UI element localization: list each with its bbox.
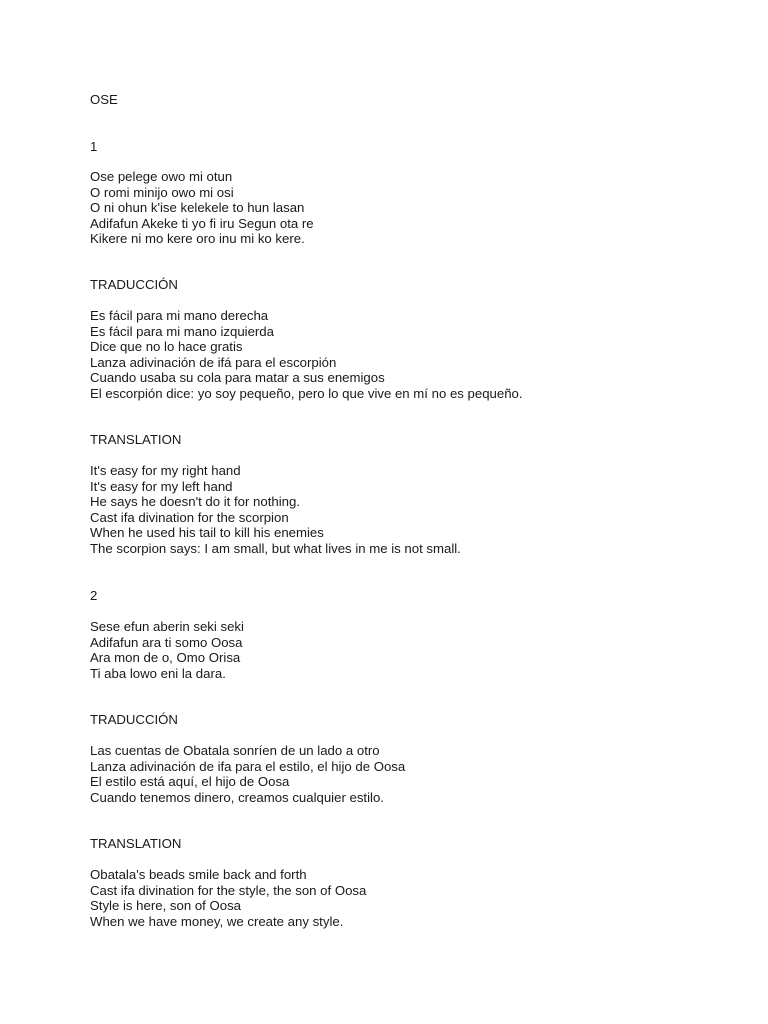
verse-line: Sese efun aberin seki seki bbox=[90, 619, 244, 634]
traduccion-line: Es fácil para mi mano izquierda bbox=[90, 323, 274, 339]
translation-line: The scorpion says: I am small, but what lives in me is not small. bbox=[90, 540, 461, 556]
translation-line: When he used his tail to kill his enemies bbox=[90, 525, 324, 540]
translation-line: Style is here, son of Oosa bbox=[90, 898, 241, 913]
verse-line: Ose pelege owo mi otun bbox=[90, 169, 233, 184]
verse-line: O ni ohun k'ise kelekele to hun lasan bbox=[90, 200, 305, 215]
traduccion-line: Las cuentas de Obatala sonríen de un lado a otro bbox=[90, 743, 380, 758]
traduccion-heading: TRADUCCIÓN bbox=[90, 712, 178, 727]
section-number: 2 bbox=[90, 588, 98, 603]
translation-line: It's easy for my right hand bbox=[90, 463, 241, 478]
verse-line: Kikere ni mo kere oro inu mi ko kere. bbox=[90, 231, 305, 246]
verse-line: Ti aba lowo eni la dara. bbox=[90, 665, 226, 681]
traduccion-heading: TRADUCCIÓN bbox=[90, 277, 178, 292]
document-title: OSE bbox=[90, 92, 118, 107]
verse-line: O romi minijo owo mi osi bbox=[90, 184, 234, 200]
traduccion-line: Cuando usaba su cola para matar a sus enemigos bbox=[90, 370, 385, 385]
traduccion-line: Es fácil para mi mano derecha bbox=[90, 308, 269, 323]
translation-heading: TRANSLATION bbox=[90, 432, 182, 447]
traduccion-line: Lanza adivinación de ifa para el estilo, el hijo de Oosa bbox=[90, 758, 406, 774]
traduccion-line: Dice que no lo hace gratis bbox=[90, 339, 243, 354]
translation-line: Cast ifa divination for the scorpion bbox=[90, 509, 289, 525]
verse-line: Ara mon de o, Omo Orisa bbox=[90, 650, 241, 665]
verse-line: Adifafun Akeke ti yo fi iru Segun ota re bbox=[90, 215, 314, 231]
translation-line: When we have money, we create any style. bbox=[90, 913, 344, 929]
translation-heading: TRANSLATION bbox=[90, 836, 182, 851]
translation-line: It's easy for my left hand bbox=[90, 478, 233, 494]
verse-line: Adifafun ara ti somo Oosa bbox=[90, 634, 243, 650]
traduccion-line: El escorpión dice: yo soy pequeño, pero lo que vive en mí no es pequeño. bbox=[90, 385, 523, 401]
traduccion-line: Cuando tenemos dinero, creamos cualquier estilo. bbox=[90, 789, 384, 805]
translation-line: Cast ifa divination for the style, the son of Oosa bbox=[90, 882, 367, 898]
section-number: 1 bbox=[90, 139, 98, 154]
traduccion-line: El estilo está aquí, el hijo de Oosa bbox=[90, 774, 290, 789]
translation-line: Obatala's beads smile back and forth bbox=[90, 867, 307, 882]
traduccion-line: Lanza adivinación de ifá para el escorpión bbox=[90, 354, 337, 370]
translation-line: He says he doesn't do it for nothing. bbox=[90, 494, 300, 509]
